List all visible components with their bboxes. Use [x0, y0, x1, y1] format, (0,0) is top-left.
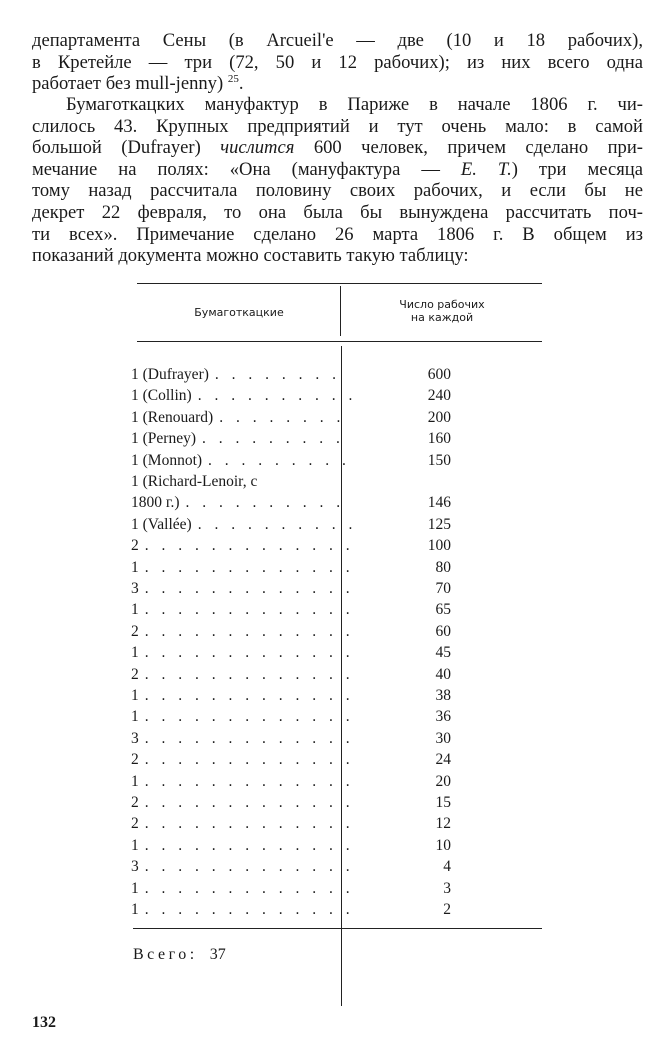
paragraph-2	[32, 94, 643, 267]
mill-count: 1 (Dufrayer)	[131, 366, 209, 383]
text-fragment: большой (Dufrayer)	[32, 137, 221, 159]
table-row	[131, 535, 451, 556]
worker-count: 45	[435, 644, 451, 662]
table-row	[131, 878, 451, 899]
text-line: показаний документа можно составить такую таблицу:	[32, 245, 469, 267]
worker-count: 60	[435, 622, 451, 640]
column-header-workers	[342, 298, 542, 324]
mill-count: 1 (Collin)	[131, 387, 192, 405]
dot-leader: . . . . . . . . . . . . .	[144, 537, 355, 555]
table-row	[131, 385, 451, 406]
text-line-body: работает без mull-jenny)	[32, 73, 224, 95]
mill-count: 2	[131, 815, 139, 833]
table-row	[131, 471, 451, 492]
table-total	[133, 946, 226, 964]
dot-leader: . . . . . . . . . . . . .	[144, 601, 355, 619]
dot-leader: . . . . . . . . . . . . .	[144, 751, 355, 769]
worker-count: 4	[443, 858, 451, 876]
mill-count: 1	[131, 558, 139, 576]
text-line: ти всех». Примечание сделано 26 марта 1806 г. В общем из	[32, 223, 643, 245]
mill-count: 1 (Monnot)	[131, 451, 203, 469]
column-header-line: Число рабочих	[399, 298, 485, 311]
table-bottom-rule	[133, 928, 542, 929]
mill-count: 3	[131, 729, 139, 747]
table-row	[131, 557, 451, 578]
column-header-line: на каждой	[410, 311, 474, 324]
mill-count: 1	[131, 687, 139, 704]
dot-leader: . . . . . . . . . . . . .	[144, 815, 355, 833]
paragraph-1	[32, 30, 643, 95]
text-line: тому назад рассчитала половину своих рабочих, и если бы не	[32, 180, 643, 202]
worker-count: 146	[427, 494, 451, 512]
table-row	[131, 492, 451, 513]
mill-count: 1 (Perney)	[131, 430, 196, 448]
table-row	[131, 835, 451, 856]
text-line-end: .	[238, 73, 244, 95]
page-number: 132	[32, 1014, 56, 1031]
worker-count: 200	[427, 408, 451, 426]
table-row	[131, 621, 451, 642]
worker-count: 40	[435, 665, 451, 683]
text-fragment: мечание на полях: «Она (мануфактура —	[32, 158, 461, 180]
emphasis-text: Е. Т.	[460, 158, 512, 180]
worker-count: 2	[443, 901, 451, 918]
worker-count: 10	[435, 836, 451, 854]
worker-count: 150	[427, 451, 451, 469]
dot-leader: . . . . . . . .	[214, 366, 341, 383]
mill-count: 2	[131, 622, 139, 640]
table-row	[131, 728, 451, 749]
worker-count: 100	[427, 537, 451, 555]
header-bottom-rule	[137, 341, 542, 342]
table-row	[131, 450, 451, 471]
table-row	[131, 514, 451, 535]
worker-count: 36	[435, 708, 451, 726]
dot-leader: . . . . . . . . . . . . .	[144, 622, 355, 640]
text-line: в Кретейле — три (72, 50 и 12 рабочих); из них всего одна	[32, 51, 643, 73]
table-row	[131, 899, 451, 920]
mill-count: 2	[131, 751, 139, 769]
table-row	[131, 749, 451, 770]
worker-count: 30	[435, 729, 451, 747]
table-row	[131, 428, 451, 449]
mill-count: 3	[131, 858, 139, 876]
text-line: Бумаготкацких мануфактур в Париже в начале 1806 г. чи-	[66, 94, 643, 115]
mill-count: 1 (Vallée)	[131, 515, 192, 533]
worker-count: 600	[427, 366, 451, 383]
header-divider	[340, 286, 341, 336]
mill-count: 2	[131, 537, 139, 555]
dot-leader: . . . . . . . .	[219, 408, 345, 426]
dot-leader: . . . . . . . . . . . . .	[144, 644, 355, 662]
dot-leader: . . . . . . . . . . . . .	[144, 558, 355, 576]
table-row	[131, 792, 451, 813]
table-top-rule	[137, 283, 542, 284]
worker-count: 125	[427, 515, 451, 533]
table-row	[131, 407, 451, 428]
table-row	[131, 771, 451, 792]
total-value: 37	[209, 946, 226, 963]
text-fragment: ) три месяца	[511, 158, 643, 180]
dot-leader: . . . . . . . . . . . . .	[144, 794, 355, 811]
dot-leader: . . . . . . . . . . . . .	[144, 836, 355, 854]
dot-leader: . . . . . . . . . . . . .	[144, 858, 355, 876]
table-row	[131, 642, 451, 663]
dot-leader: . . . . . . . . . . . . .	[144, 665, 355, 683]
mill-count: 1	[131, 879, 139, 897]
mill-count: 3	[131, 580, 139, 597]
worker-count: 70	[435, 580, 451, 597]
worker-count: 80	[435, 558, 451, 576]
footnote-ref: 25	[227, 73, 239, 86]
table-row	[131, 599, 451, 620]
mill-count: 2	[131, 665, 139, 683]
dot-leader: . . . . . . . . . . . . .	[144, 879, 355, 897]
dot-leader: . . . . . . . . . .	[197, 387, 357, 405]
dot-leader: . . . . . . . . . . . . .	[144, 901, 355, 918]
mill-count: 1	[131, 772, 139, 790]
column-header-mills: Бумаготкацкие	[194, 306, 284, 319]
table-row	[131, 813, 451, 834]
mill-count: 1	[131, 644, 139, 662]
worker-count: 38	[435, 687, 451, 704]
text-line: департамента Сены (в Arcueil'е — две (10 и 18 рабочих),	[32, 30, 643, 51]
dot-leader: . . . . . . . . . . . . .	[144, 729, 355, 747]
worker-count: 20	[435, 772, 451, 790]
text-fragment: 600 человек, причем сделано при-	[294, 137, 643, 159]
worker-count: 160	[427, 430, 451, 448]
mill-count: 1 (Renouard)	[131, 408, 214, 426]
dot-leader: . . . . . . . . . .	[197, 515, 357, 533]
mill-count: 1	[131, 708, 139, 726]
total-label: Всего:	[133, 946, 198, 963]
worker-count: 65	[435, 601, 451, 619]
dot-leader: . . . . . . . . . . . . .	[144, 772, 355, 790]
text-line: слилось 43. Крупных предприятий и тут очень мало: в самой	[32, 115, 643, 137]
dot-leader: . . . . . . . . .	[202, 430, 345, 448]
table-row	[131, 364, 451, 385]
mill-count: 1	[131, 901, 139, 918]
dot-leader: . . . . . . . . . . . . .	[144, 580, 355, 597]
dot-leader: . . . . . . . . . . . . .	[144, 687, 355, 704]
table-row	[131, 664, 451, 685]
mill-count: 1	[131, 601, 139, 619]
worker-count: 240	[427, 387, 451, 405]
dot-leader: . . . . . . . . . .	[185, 494, 345, 512]
worker-count: 12	[435, 815, 451, 833]
table-row	[131, 578, 451, 599]
text-line: декрет 22 февраля, то она была бы вынуждена рассчитать поч-	[32, 201, 643, 223]
worker-count: 3	[443, 879, 451, 897]
mill-count: 1800 г.)	[131, 494, 180, 512]
worker-count: 24	[435, 751, 451, 769]
mill-count: 1	[131, 836, 139, 854]
mill-count: 1 (Richard-Lenoir, с	[131, 473, 258, 490]
mill-count: 2	[131, 794, 139, 811]
table-row	[131, 706, 451, 727]
table-row	[131, 685, 451, 706]
text-line	[32, 137, 643, 159]
text-line	[32, 73, 643, 95]
text-line	[32, 159, 643, 181]
dot-leader: . . . . . . . . . . . . .	[144, 708, 355, 726]
worker-count: 15	[435, 794, 451, 811]
dot-leader: . . . . . . . . .	[208, 451, 351, 469]
table-row	[131, 856, 451, 877]
emphasis-text: числится	[220, 137, 295, 159]
